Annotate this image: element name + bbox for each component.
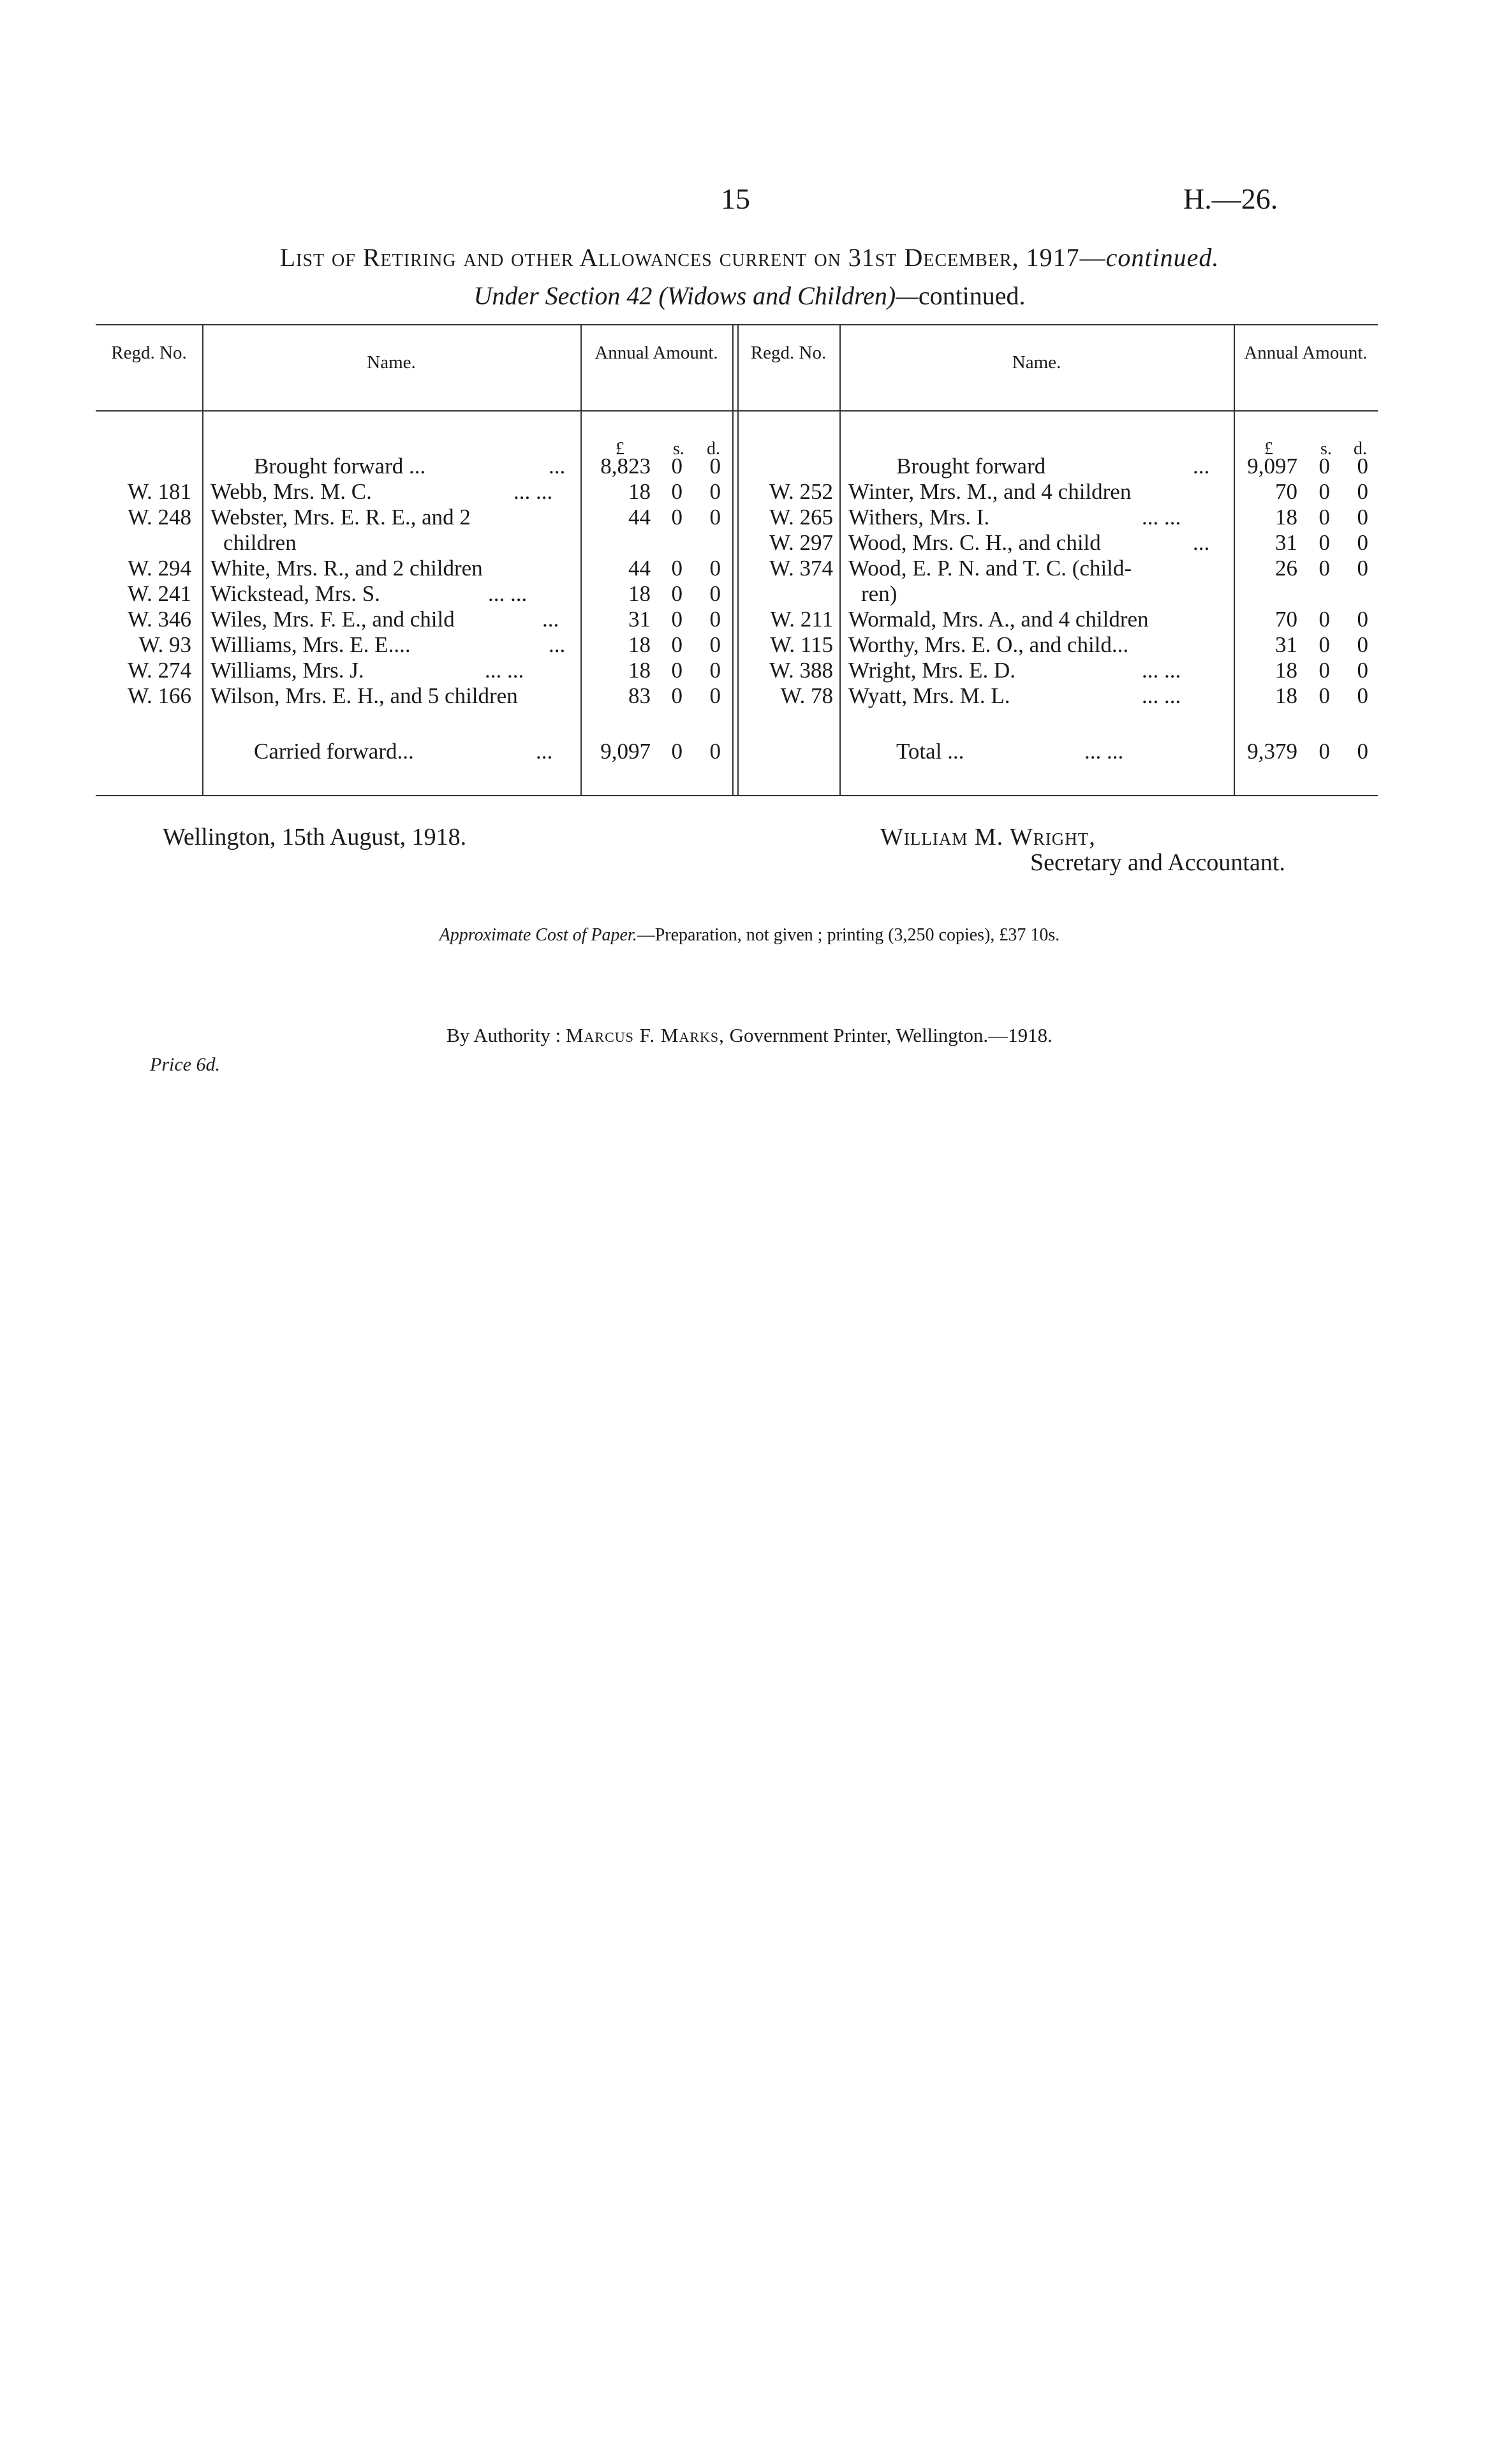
- row-regd: W. 265: [769, 505, 833, 530]
- row-pounds: 26: [1275, 556, 1297, 581]
- row-regd: W. 297: [769, 530, 833, 555]
- row-regd: W. 166: [128, 683, 191, 708]
- total-pence: 0: [1357, 739, 1368, 764]
- row-shillings: 0: [1318, 479, 1330, 504]
- row-shillings: 0: [671, 658, 683, 683]
- total-dots: ... ...: [1084, 739, 1124, 764]
- title-continued: continued.: [1105, 243, 1220, 272]
- col-rule: [202, 324, 203, 795]
- row-pence: 0: [1357, 530, 1368, 555]
- row-name: Worthy, Mrs. E. O., and child...: [848, 632, 1129, 657]
- row-name: Wiles, Mrs. F. E., and child: [210, 607, 455, 632]
- shillings-label: s.: [1320, 439, 1332, 459]
- price: Price 6d.: [150, 1054, 220, 1075]
- printer-authority: [0, 1024, 1499, 1047]
- row-name: Wood, Mrs. C. H., and child: [848, 530, 1101, 555]
- row-pence: 0: [709, 607, 721, 632]
- total-pounds: 9,379: [1247, 739, 1297, 764]
- row-pounds: 70: [1275, 479, 1297, 504]
- pounds-label: £: [1264, 439, 1273, 459]
- left-bf-pence: 0: [709, 454, 721, 479]
- left-bf-pounds: 8,823: [600, 454, 651, 479]
- right-brought-forward-dots: ...: [1193, 454, 1210, 479]
- row-shillings: 0: [1318, 632, 1330, 657]
- signatory-name: William M. Wright,: [880, 824, 1096, 850]
- header-regd-left: Regd. No.: [111, 343, 187, 363]
- paper-cost-note: [0, 925, 1499, 946]
- row-shillings: 0: [671, 505, 683, 530]
- row-pence: 0: [1357, 632, 1368, 657]
- row-dots: ...: [1193, 530, 1210, 555]
- row-pence: 0: [1357, 607, 1368, 632]
- cost-text: —Preparation, not given ; printing (3,250 copies), £37 10s.: [637, 925, 1060, 945]
- row-shillings: 0: [671, 607, 683, 632]
- row-pounds: 18: [628, 581, 651, 606]
- pence-label: d.: [707, 439, 720, 459]
- table-bottom-rule: [96, 795, 1378, 796]
- row-name: Williams, Mrs. J.: [210, 658, 364, 683]
- page-number: 15: [721, 182, 750, 215]
- row-shillings: 0: [1318, 556, 1330, 581]
- row-pence: 0: [1357, 556, 1368, 581]
- row-pence: 0: [1357, 683, 1368, 708]
- row-shillings: 0: [671, 683, 683, 708]
- row-dots: ... ...: [485, 658, 524, 683]
- row-pence: 0: [709, 556, 721, 581]
- row-regd: W. 211: [770, 607, 833, 632]
- row-pence: 0: [1357, 479, 1368, 504]
- row-name-continued: ren): [861, 581, 897, 606]
- col-rule: [839, 324, 841, 795]
- row-pence: 0: [1357, 658, 1368, 683]
- row-shillings: 0: [1318, 658, 1330, 683]
- row-regd: W. 78: [780, 683, 833, 708]
- row-name: Wood, E. P. N. and T. C. (child-: [848, 556, 1132, 581]
- row-name-continued: children: [223, 530, 297, 555]
- row-regd: W. 241: [128, 581, 191, 606]
- left-bf-shillings: 0: [671, 454, 683, 479]
- row-dots: ... ...: [1142, 683, 1181, 708]
- row-regd: W. 346: [128, 607, 191, 632]
- right-bf-pounds: 9,097: [1247, 454, 1297, 479]
- row-name: Webb, Mrs. M. C.: [210, 479, 372, 504]
- row-name: Wilson, Mrs. E. H., and 5 children: [210, 683, 518, 708]
- row-shillings: 0: [671, 581, 683, 606]
- carried-forward-pence: 0: [709, 739, 721, 764]
- right-bf-pence: 0: [1357, 454, 1368, 479]
- row-pounds: 18: [1275, 683, 1297, 708]
- cost-label: Approximate Cost of Paper.: [439, 925, 637, 945]
- total-label: Total ...: [896, 739, 964, 764]
- document-reference: H.—26.: [1183, 182, 1278, 215]
- row-pounds: 31: [1275, 530, 1297, 555]
- total-shillings: 0: [1318, 739, 1330, 764]
- row-dots: ...: [549, 632, 566, 657]
- row-dots: ... ...: [1142, 505, 1181, 530]
- section-subtitle: [0, 281, 1499, 311]
- row-pence: 0: [709, 658, 721, 683]
- row-pence: 0: [1357, 505, 1368, 530]
- subtitle-italic: Under Section 42 (Widows and Children)—: [473, 281, 919, 310]
- row-regd: W. 115: [770, 632, 833, 657]
- carried-forward-pounds: 9,097: [600, 739, 651, 764]
- right-bf-shillings: 0: [1318, 454, 1330, 479]
- row-shillings: 0: [1318, 530, 1330, 555]
- row-dots: ... ...: [513, 479, 553, 504]
- col-rule: [732, 324, 734, 795]
- row-shillings: 0: [1318, 683, 1330, 708]
- row-pounds: 31: [1275, 632, 1297, 657]
- row-dots: ... ...: [1142, 658, 1181, 683]
- row-name: Withers, Mrs. I.: [848, 505, 990, 530]
- title-main: List of Retiring and other Allowances current on 31st December, 1917—: [279, 243, 1106, 272]
- row-pence: 0: [709, 581, 721, 606]
- place-date: Wellington, 15th August, 1918.: [163, 824, 467, 850]
- row-regd: W. 294: [128, 556, 191, 581]
- row-pounds: 18: [1275, 658, 1297, 683]
- row-regd: W. 252: [769, 479, 833, 504]
- left-brought-forward-dots: ...: [549, 454, 566, 479]
- row-dots: ... ...: [488, 581, 528, 606]
- carried-forward-dots: ...: [536, 739, 553, 764]
- row-pence: 0: [709, 683, 721, 708]
- row-name: Wormald, Mrs. A., and 4 children: [848, 607, 1149, 632]
- row-regd: W. 248: [128, 505, 191, 530]
- row-regd: W. 93: [138, 632, 191, 657]
- shillings-label: s.: [673, 439, 684, 459]
- pence-label: d.: [1354, 439, 1367, 459]
- row-pence: 0: [709, 632, 721, 657]
- header-rule: [96, 410, 1378, 412]
- row-pounds: 18: [1275, 505, 1297, 530]
- row-pence: 0: [709, 479, 721, 504]
- table-top-rule: [96, 324, 1378, 325]
- row-pounds: 44: [628, 556, 651, 581]
- row-pounds: 18: [628, 632, 651, 657]
- row-name: Wright, Mrs. E. D.: [848, 658, 1016, 683]
- carried-forward-label: Carried forward...: [254, 739, 414, 764]
- row-shillings: 0: [1318, 505, 1330, 530]
- pounds-label: £: [616, 439, 624, 459]
- allowances-table: [96, 324, 1378, 796]
- row-name: Williams, Mrs. E. E....: [210, 632, 411, 657]
- header-name-left: Name.: [367, 352, 416, 373]
- row-name: Webster, Mrs. E. R. E., and 2: [210, 505, 471, 530]
- row-pounds: 44: [628, 505, 651, 530]
- row-pounds: 31: [628, 607, 651, 632]
- row-name: Winter, Mrs. M., and 4 children: [848, 479, 1132, 504]
- row-regd: W. 388: [769, 658, 833, 683]
- row-pence: 0: [709, 505, 721, 530]
- row-name: Wickstead, Mrs. S.: [210, 581, 380, 606]
- authority-prefix: By Authority :: [447, 1024, 561, 1046]
- row-regd: W. 374: [769, 556, 833, 581]
- row-shillings: 0: [671, 556, 683, 581]
- row-regd: W. 181: [128, 479, 191, 504]
- printer-name: Marcus F. Marks,: [565, 1024, 725, 1046]
- carried-forward-shillings: 0: [671, 739, 683, 764]
- right-brought-forward-label: Brought forward: [896, 454, 1046, 479]
- header-amount-left: Annual Amount.: [594, 343, 718, 363]
- row-pounds: 18: [628, 479, 651, 504]
- row-pounds: 18: [628, 658, 651, 683]
- row-shillings: 0: [671, 479, 683, 504]
- header-name-right: Name.: [1012, 352, 1061, 373]
- row-name: Wyatt, Mrs. M. L.: [848, 683, 1010, 708]
- row-pounds: 70: [1275, 607, 1297, 632]
- row-shillings: 0: [671, 632, 683, 657]
- row-shillings: 0: [1318, 607, 1330, 632]
- header-amount-right: Annual Amount.: [1244, 343, 1368, 363]
- authority-rest: Government Printer, Wellington.—1918.: [729, 1024, 1052, 1046]
- subtitle-continued: continued.: [918, 281, 1026, 310]
- header-regd-right: Regd. No.: [750, 343, 827, 363]
- row-dots: ...: [542, 607, 559, 632]
- left-brought-forward-label: Brought forward ...: [254, 454, 426, 479]
- list-title: [0, 242, 1499, 272]
- row-regd: W. 274: [128, 658, 191, 683]
- row-name: White, Mrs. R., and 2 children: [210, 556, 483, 581]
- signatory-title: Secretary and Accountant.: [1030, 849, 1285, 876]
- row-pounds: 83: [628, 683, 651, 708]
